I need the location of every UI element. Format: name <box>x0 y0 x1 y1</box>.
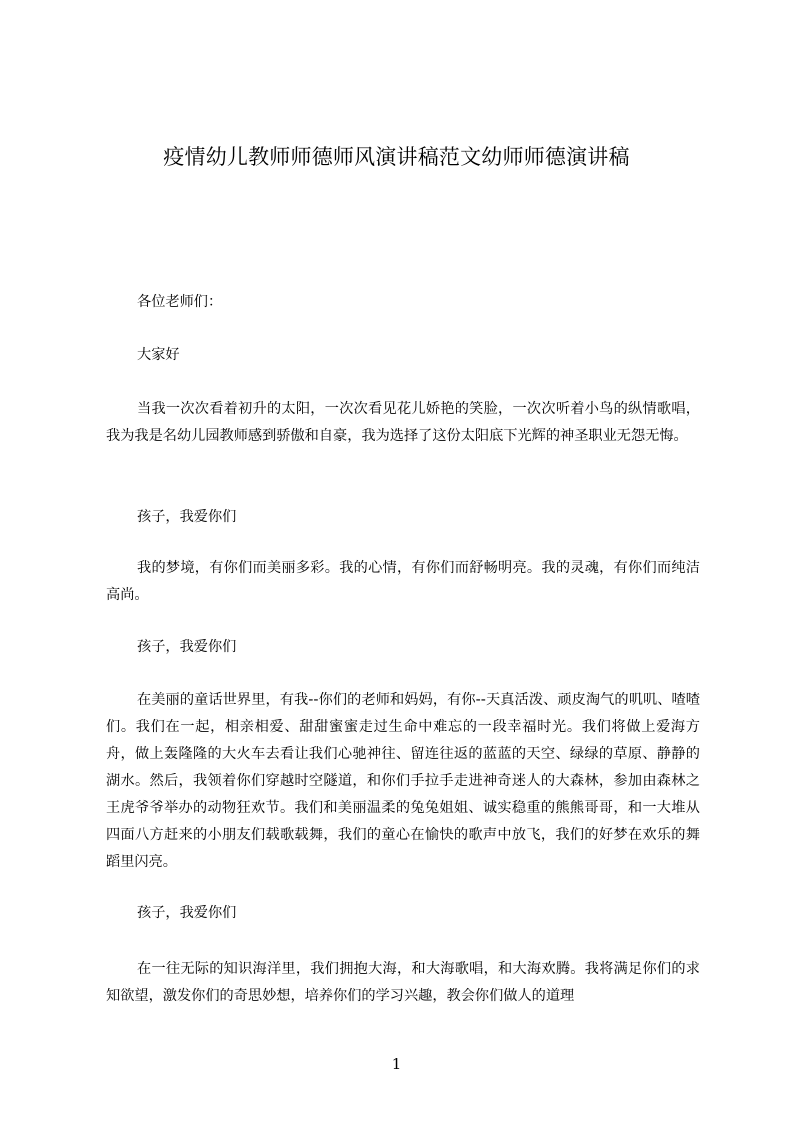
salutation: 各位老师们： <box>137 294 223 310</box>
refrain-2: 孩子，我爱你们 <box>137 639 237 655</box>
paragraph-3: 在美丽的童话世界里，有我--你们的老师和妈妈，有你--天真活泼、顽皮淘气的叽叽、喳喳们。我们在一起，相亲相爱、甜甜蜜蜜走过生命中难忘的一段幸福时光。我们将做上爱海方舟，做上轰隆隆的大火车去看让我们心驰神往、留连往返的蓝蓝的天空、绿绿的草原、静静的湖水。然后，我领着你们穿越时空隧道，和你们手拉手走进神奇迷人的大森林，参加由森林之王虎爷爷举办的动物狂欢节。我们和美丽温柔的兔兔姐姐、诚实稳重的熊熊哥哥，和一大堆从四面八方赶来的小朋友们载歌载舞，我们的童心在愉快的歌声中放飞，我们的好梦在欢乐的舞蹈里闪亮。 <box>106 692 700 870</box>
refrain-1: 孩子，我爱你们 <box>137 509 237 525</box>
paragraph-2: 我的梦境，有你们而美丽多彩。我的心情，有你们而舒畅明亮。我的灵魂，有你们而纯洁高尚。 <box>106 560 700 603</box>
paragraph-1: 当我一次次看着初升的太阳，一次次看见花儿娇艳的笑脸，一次次听着小鸟的纵情歌唱，我为我是名幼儿园教师感到骄傲和自豪，我为选择了这份太阳底下光辉的神圣职业无怨无悔。 <box>106 401 700 444</box>
page-number: 1 <box>391 1055 402 1073</box>
paragraph-4: 在一往无际的知识海洋里，我们拥抱大海，和大海歌唱，和大海欢腾。我将满足你们的求知欲望，激发你们的奇思妙想，培养你们的学习兴趣，教会你们做人的道理 <box>106 961 700 1004</box>
refrain-3: 孩子，我爱你们 <box>137 905 237 921</box>
document-title: 疫情幼儿教师师德师风演讲稿范文幼师师德演讲稿 <box>163 145 630 169</box>
greeting: 大家好 <box>137 347 180 363</box>
